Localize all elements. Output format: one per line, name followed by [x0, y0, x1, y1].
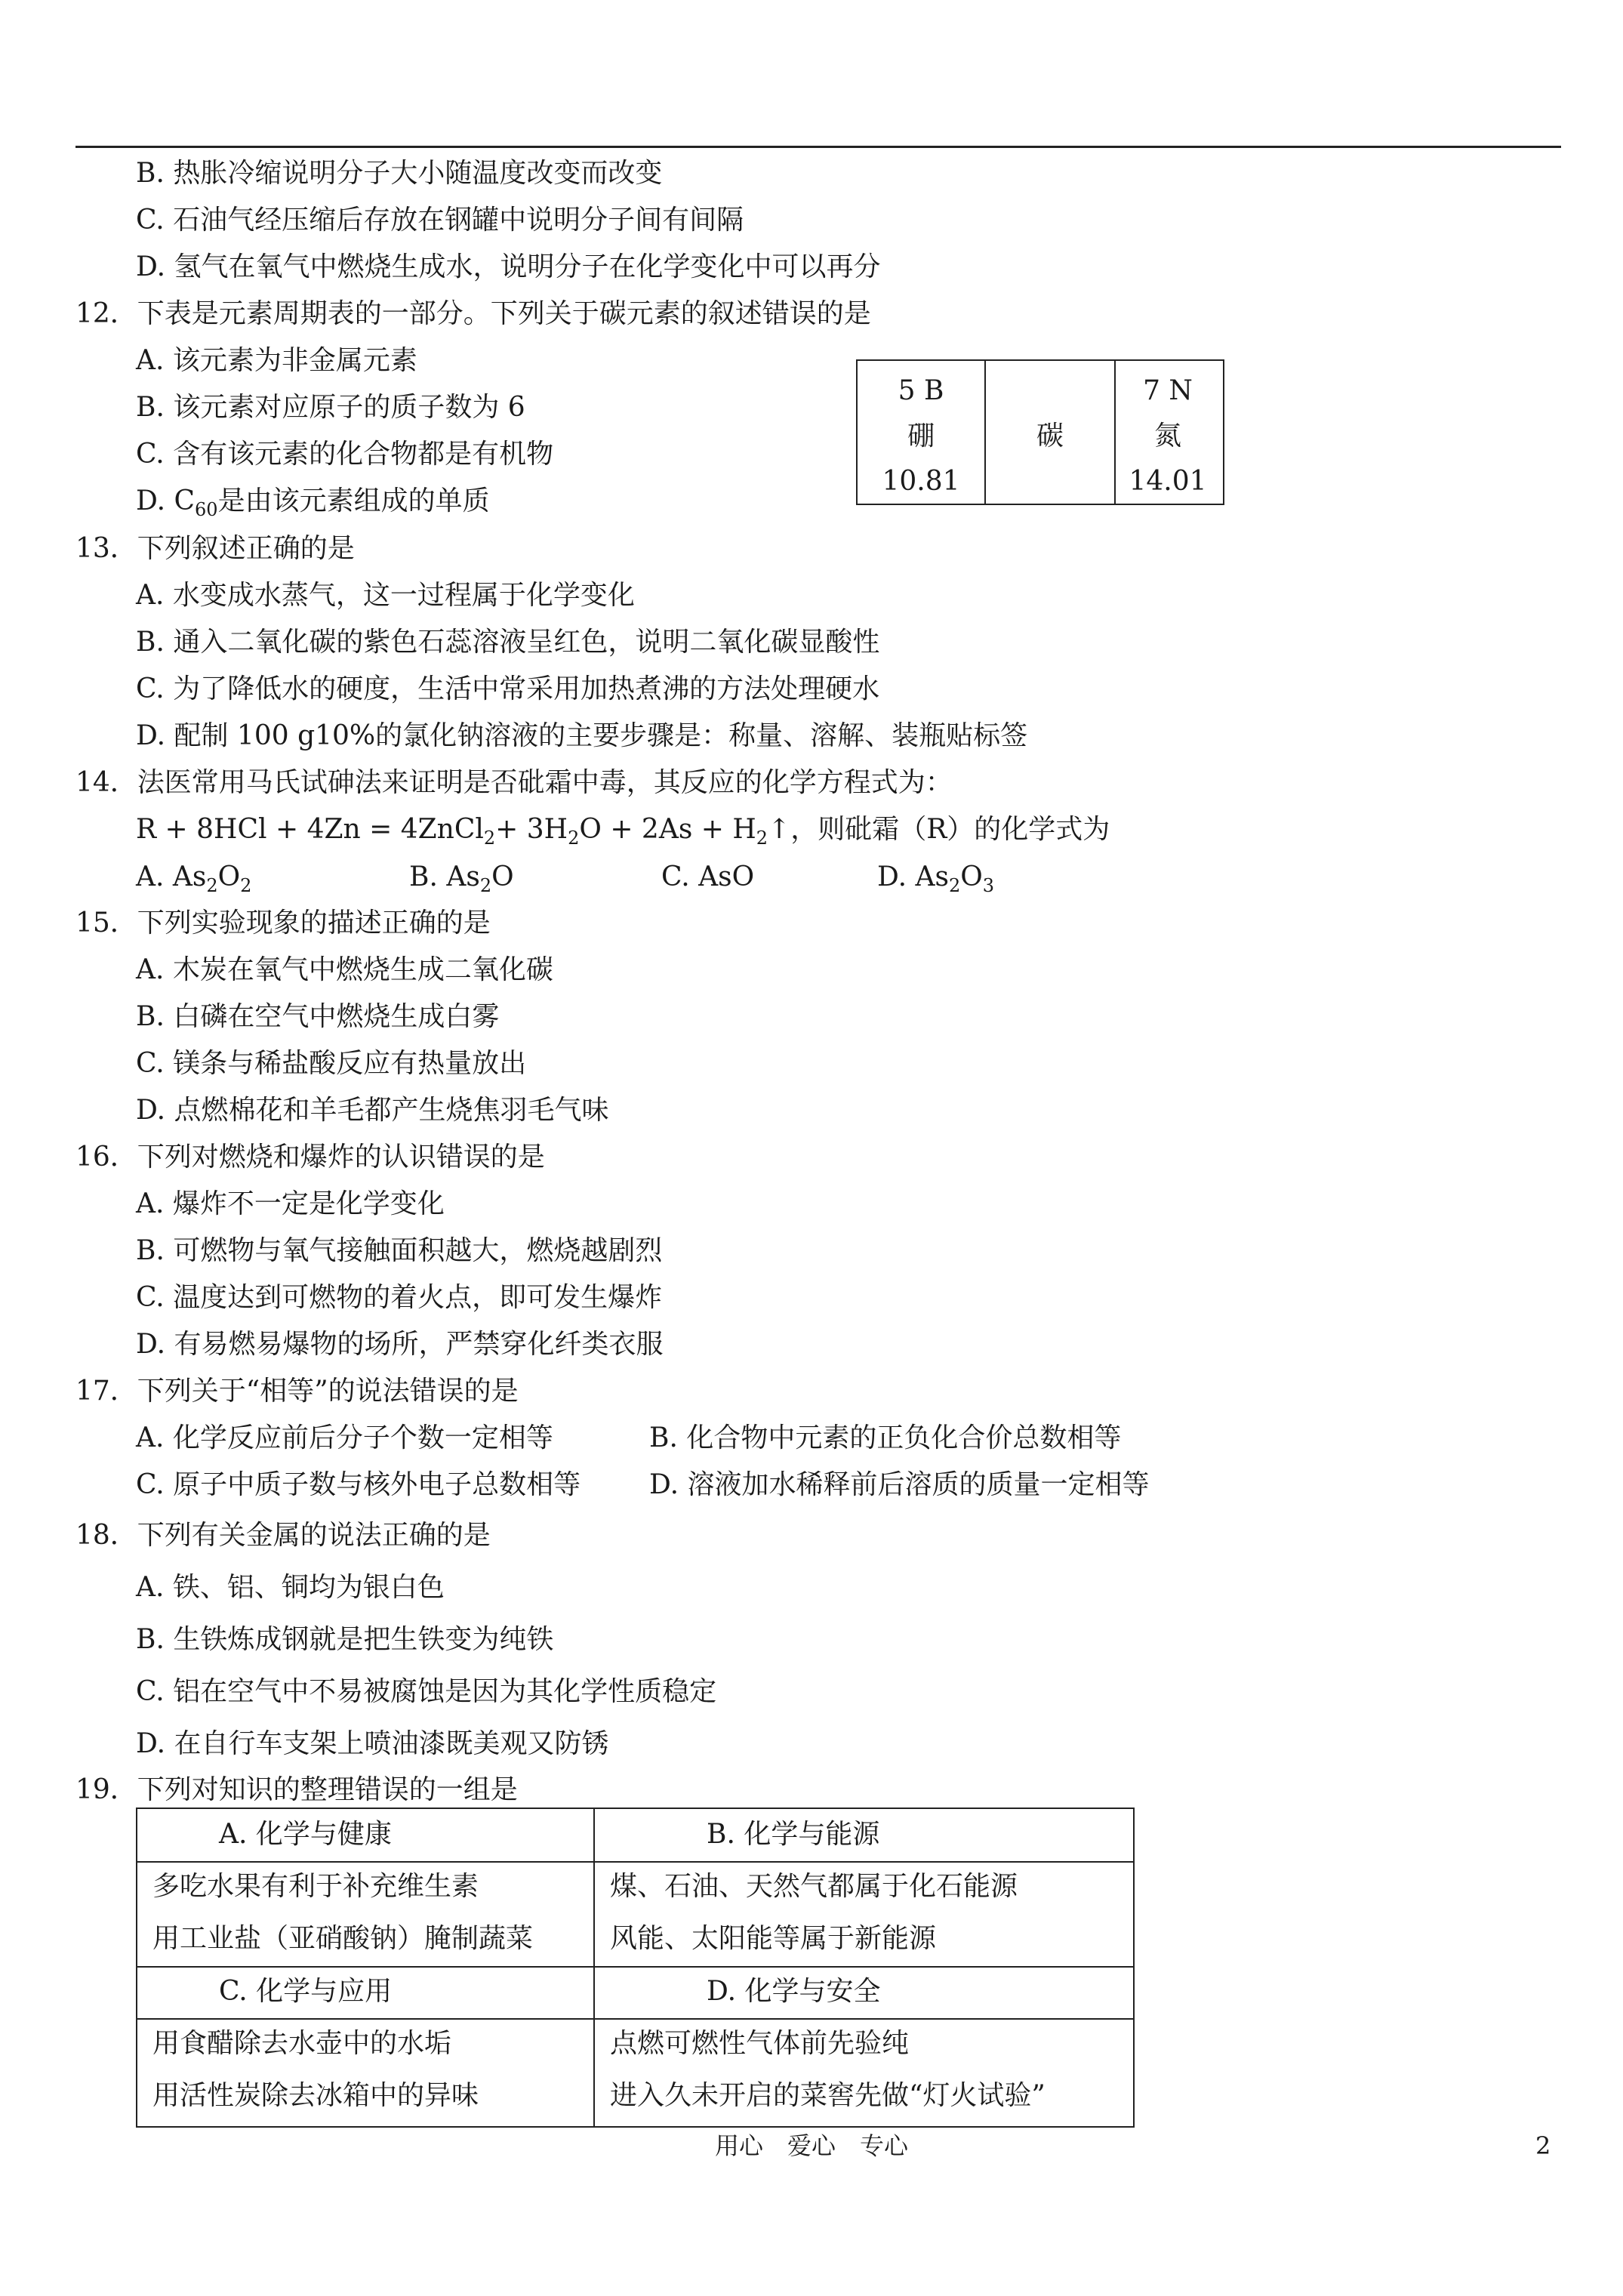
- q17-stem: 17．下列关于“相等”的说法错误的是: [75, 1376, 519, 1407]
- q16-option-a: A. 爆炸不一定是化学变化: [136, 1188, 445, 1219]
- q14-option-b: B. $As_2O$: [409, 861, 514, 896]
- q13-option-a: A. 水变成水蒸气，这一过程属于化学变化: [136, 580, 635, 611]
- header-rule: [75, 146, 1561, 148]
- q13-option-d: D. 配制 100 g10%的氯化钠溶液的主要步骤是：称量、溶解、装瓶贴标签: [136, 720, 1028, 751]
- element-number: 7 N: [1143, 375, 1193, 406]
- q17-option-b: B. 化合物中元素的正负化合价总数相等: [649, 1422, 1122, 1453]
- table-heading-d: D. 化学与安全: [707, 1976, 881, 2007]
- q12-option-c: C. 含有该元素的化合物都是有机物: [136, 439, 554, 470]
- q18-option-a: A. 铁、铝、铜均为银白色: [136, 1572, 445, 1603]
- q18-stem: 18．下列有关金属的说法正确的是: [75, 1520, 491, 1551]
- table-cell-c-line2: 用活性炭除去冰箱中的异味: [152, 2080, 479, 2111]
- q12-stem: 12．下表是元素周期表的一部分。下列关于碳元素的叙述错误的是: [75, 298, 871, 329]
- table-cell-a-line1: 多吃水果有利于补充维生素: [152, 1871, 479, 1902]
- element-cell-carbon: [984, 361, 1116, 504]
- table-divider: [137, 1966, 1133, 1968]
- page-number: 2: [1535, 2131, 1551, 2160]
- q16-stem: 16．下列对燃烧和爆炸的认识错误的是: [75, 1142, 545, 1173]
- table-heading-c: C. 化学与应用: [219, 1976, 393, 2007]
- q11-option-c: C. 石油气经压缩后存放在钢罐中说明分子间有间隔: [136, 205, 744, 236]
- table-divider: [137, 1861, 1133, 1863]
- knowledge-table: [136, 1808, 1135, 2128]
- q11-option-b: B. 热胀冷缩说明分子大小随温度改变而改变: [136, 158, 663, 189]
- q18-option-d: D. 在自行车支架上喷油漆既美观又防锈: [136, 1728, 609, 1759]
- q13-option-c: C. 为了降低水的硬度，生活中常采用加热煮沸的方法处理硬水: [136, 673, 880, 704]
- q12-option-b: B. 该元素对应原子的质子数为 6: [136, 392, 525, 423]
- q15-option-c: C. 镁条与稀盐酸反应有热量放出: [136, 1048, 527, 1079]
- q14-option-c: C. AsO: [661, 861, 755, 892]
- q16-option-d: D. 有易燃易爆物的场所，严禁穿化纤类衣服: [136, 1329, 664, 1360]
- q14-option-d: D. $As_2O_3$: [877, 861, 995, 896]
- table-cell-b-line1: 煤、石油、天然气都属于化石能源: [610, 1871, 1018, 1902]
- table-cell-d-line2: 进入久未开启的菜窖先做“灯火试验”: [610, 2080, 1046, 2111]
- element-name: 硼: [907, 421, 935, 451]
- element-mass: 14.01: [1129, 466, 1207, 497]
- q16-option-c: C. 温度达到可燃物的着火点，即可发生爆炸: [136, 1282, 663, 1313]
- table-cell-d-line1: 点燃可燃性气体前先验纯: [610, 2028, 910, 2059]
- element-cell-boron: [858, 361, 984, 504]
- q12-option-a: A. 该元素为非金属元素: [136, 345, 417, 376]
- table-heading-b: B. 化学与能源: [707, 1819, 880, 1850]
- q14-option-a: A. $As_2O_2$: [136, 861, 252, 896]
- table-divider: [593, 1809, 595, 2126]
- q17-option-c: C. 原子中质子数与核外电子总数相等: [136, 1469, 581, 1500]
- q15-option-a: A. 木炭在氧气中燃烧生成二氧化碳: [136, 954, 553, 985]
- periodic-table-fragment: [856, 359, 1224, 505]
- q11-option-d: D. 氢气在氧气中燃烧生成水，说明分子在化学变化中可以再分: [136, 251, 881, 282]
- table-cell-b-line2: 风能、太阳能等属于新能源: [610, 1923, 937, 1954]
- q12-option-d: D. $C_{60}$是由该元素组成的单质: [136, 485, 490, 520]
- page-footer: 用心 爱心 专心: [714, 2131, 908, 2160]
- element-name: 氮: [1153, 421, 1181, 451]
- q13-stem: 13．下列叙述正确的是: [75, 533, 355, 564]
- table-divider: [137, 2018, 1133, 2020]
- q14-stem: 14．法医常用马氏试砷法来证明是否砒霜中毒，其反应的化学方程式为：: [75, 767, 953, 798]
- table-heading-a: A. 化学与健康: [219, 1819, 392, 1850]
- q17-option-a: A. 化学反应前后分子个数一定相等: [136, 1422, 553, 1453]
- element-number: 5 B: [898, 375, 944, 406]
- q13-option-b: B. 通入二氧化碳的紫色石蕊溶液呈红色，说明二氧化碳显酸性: [136, 627, 880, 658]
- q15-option-d: D. 点燃棉花和羊毛都产生烧焦羽毛气味: [136, 1095, 609, 1126]
- q17-option-d: D. 溶液加水稀释前后溶质的质量一定相等: [649, 1469, 1150, 1500]
- element-mass: 10.81: [882, 466, 960, 497]
- element-name: 碳: [1036, 421, 1064, 451]
- q18-option-b: B. 生铁炼成钢就是把生铁变为纯铁: [136, 1624, 554, 1655]
- q14-equation: R + 8HCl + 4Zn = 4ZnCl$_2$+ $3H_2O + 2As$ + $H_2↑$，则砒霜（R）的化学式为: [136, 814, 1110, 849]
- q16-option-b: B. 可燃物与氧气接触面积越大，燃烧越剧烈: [136, 1235, 663, 1266]
- table-cell-c-line1: 用食醋除去水壶中的水垢: [152, 2028, 452, 2059]
- table-cell-a-line2: 用工业盐（亚硝酸钠）腌制蔬菜: [152, 1923, 534, 1954]
- q15-option-b: B. 白磷在空气中燃烧生成白雾: [136, 1001, 500, 1032]
- q18-option-c: C. 铝在空气中不易被腐蚀是因为其化学性质稳定: [136, 1676, 717, 1707]
- q15-stem: 15．下列实验现象的描述正确的是: [75, 908, 491, 938]
- q19-stem: 19．下列对知识的整理错误的一组是: [75, 1774, 518, 1805]
- element-cell-nitrogen: [1113, 361, 1223, 504]
